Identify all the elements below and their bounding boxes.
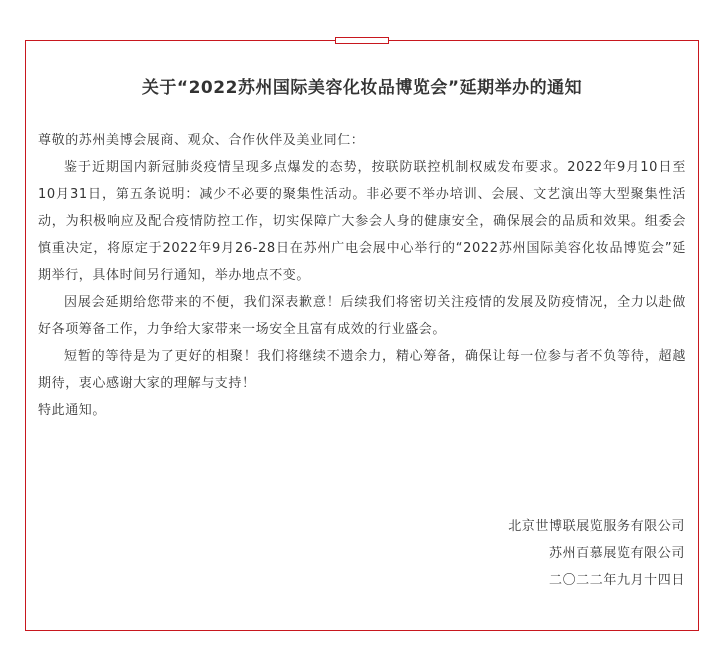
paragraph-1: 鉴于近期国内新冠肺炎疫情呈现多点爆发的态势，按联防联控机制权威发布要求。2022年9月10日至10月31日，第五条说明：减少不必要的聚集性活动。非必要不举办培训、会展、文艺演出等大型聚集性活动，为积极响应及配合疫情防控工作，切实保障广大参会人身的健康安全，确保展会的品质和效果。组委会慎重决定，将原定于2022年9月26-28日在苏州广电会展中心举行的“2022苏州国际美容化妆品博览会”延期举行，具体时间另行通知，举办地点不变。 [38,160,686,283]
closing-line: 特此通知。 [38,403,107,418]
paragraph-2: 因展会延期给您带来的不便，我们深表歉意！后续我们将密切关注疫情的发展及防疫情况，全力以赴做好各项筹备工作，力争给大家带来一场安全且富有成效的行业盛会。 [38,295,686,337]
salutation: 尊敬的苏州美博会展商、观众、合作伙伴及美业同仁： [38,133,365,148]
frame-top-tab [335,37,389,44]
signature-org-2: 苏州百慕展览有限公司 [548,546,685,561]
paragraph-3: 短暂的等待是为了更好的相聚！我们将继续不遗余力，精心筹备，确保让每一位参与者不负等待，超越期待，衷心感谢大家的理解与支持！ [38,349,686,391]
signature-org-1: 北京世博联展览服务有限公司 [508,519,685,534]
signature-block [380,513,685,594]
notice-body [38,127,686,424]
notice-title: 关于“2022苏州国际美容化妆品博览会”延期举办的通知 [141,78,583,98]
signature-date: 二〇二二年九月十四日 [548,573,685,588]
